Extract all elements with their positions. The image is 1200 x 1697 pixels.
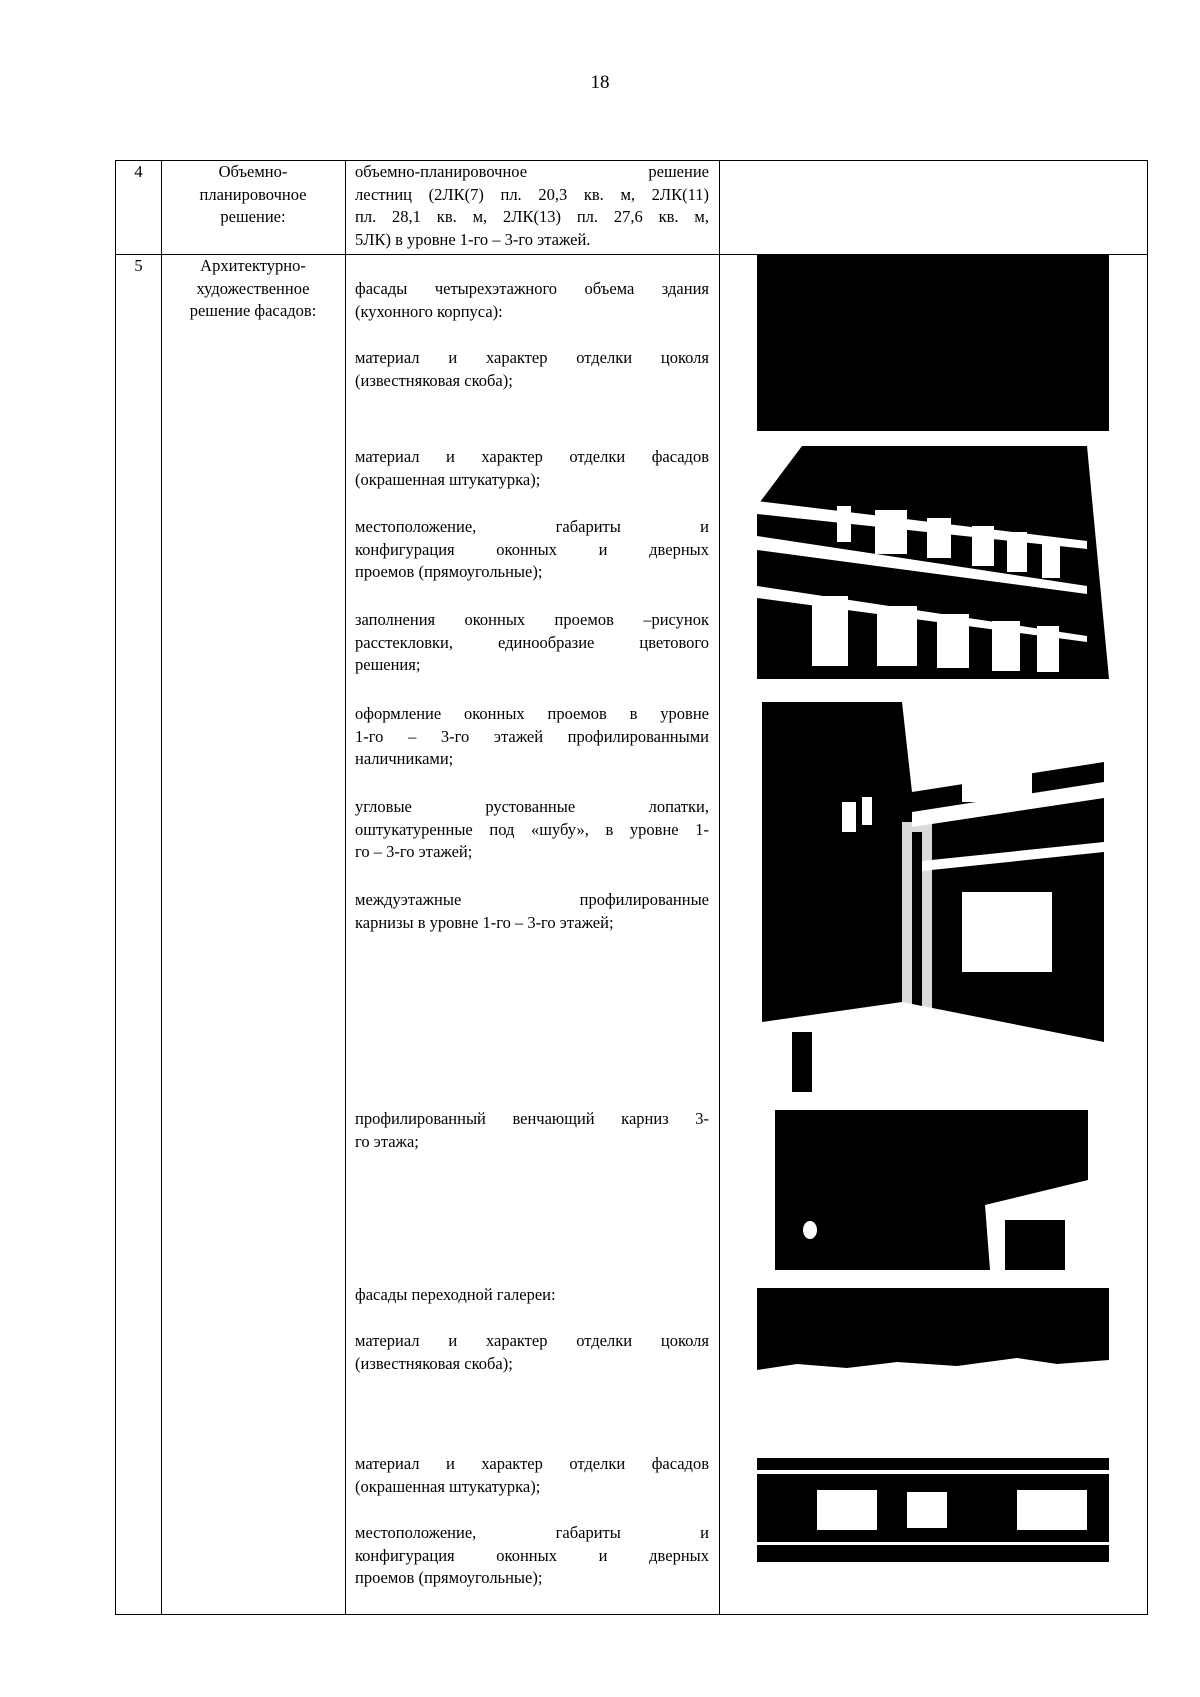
description-item: материал и характер отделки фасадов (окрашенная штукатурка); — [355, 447, 709, 489]
gallery-plinth-photo — [757, 1288, 1109, 1378]
row-title: Объемно- планировочное решение: — [199, 162, 307, 226]
description-item: материал и характер отделки цоколя (известняковая скоба); — [355, 348, 709, 390]
facade-windows-photo — [757, 446, 1109, 679]
description-item: угловые рустованные лопатки, оштукатуренные под «шубу», в уровне 1- го – 3-го этажей; — [355, 797, 709, 861]
description-item: местоположение, габариты и конфигурация оконных и дверных проемов (прямоугольные); — [355, 1523, 709, 1587]
row-title: Архитектурно- художественное решение фасадов: — [189, 256, 317, 320]
description-item: материал и характер отделки цоколя (известняковая скоба); — [355, 1331, 709, 1373]
description-item: заполнения оконных проемов –рисунок расстекловки, единообразие цветового решения; — [355, 610, 709, 674]
row-number: 4 — [134, 162, 143, 181]
facade-detail-photo — [762, 702, 1104, 1092]
description-item: профилированный венчающий карниз 3- го этажа; — [355, 1109, 709, 1151]
description-item: фасады переходной галереи: — [355, 1285, 556, 1304]
row-number: 5 — [134, 256, 143, 275]
row-description: объемно-планировочное решение лестниц (2ЛК(7) пл. 20,3 кв. м, 2ЛК(11) пл. 28,1 кв. м, 2ЛК(13) пл. 27,6 кв. м, 5ЛК) в уровне 1-го – 3-го этажей. — [355, 162, 709, 249]
description-item: междуэтажные профилированные карнизы в уровне 1-го – 3-го этажей; — [355, 890, 709, 932]
plinth-photo — [757, 255, 1109, 431]
description-item: фасады четырехэтажного объема здания (кухонного корпуса): — [355, 279, 709, 321]
description-item: местоположение, габариты и конфигурация оконных и дверных проемов (прямоугольные); — [355, 517, 709, 581]
description-item: материал и характер отделки фасадов (окрашенная штукатурка); — [355, 1454, 709, 1496]
cornice-photo — [775, 1110, 1088, 1270]
gallery-facade-photo — [757, 1450, 1109, 1562]
page-number: 18 — [590, 72, 610, 93]
description-item: оформление оконных проемов в уровне 1-го – 3-го этажей профилированными наличниками; — [355, 704, 709, 768]
